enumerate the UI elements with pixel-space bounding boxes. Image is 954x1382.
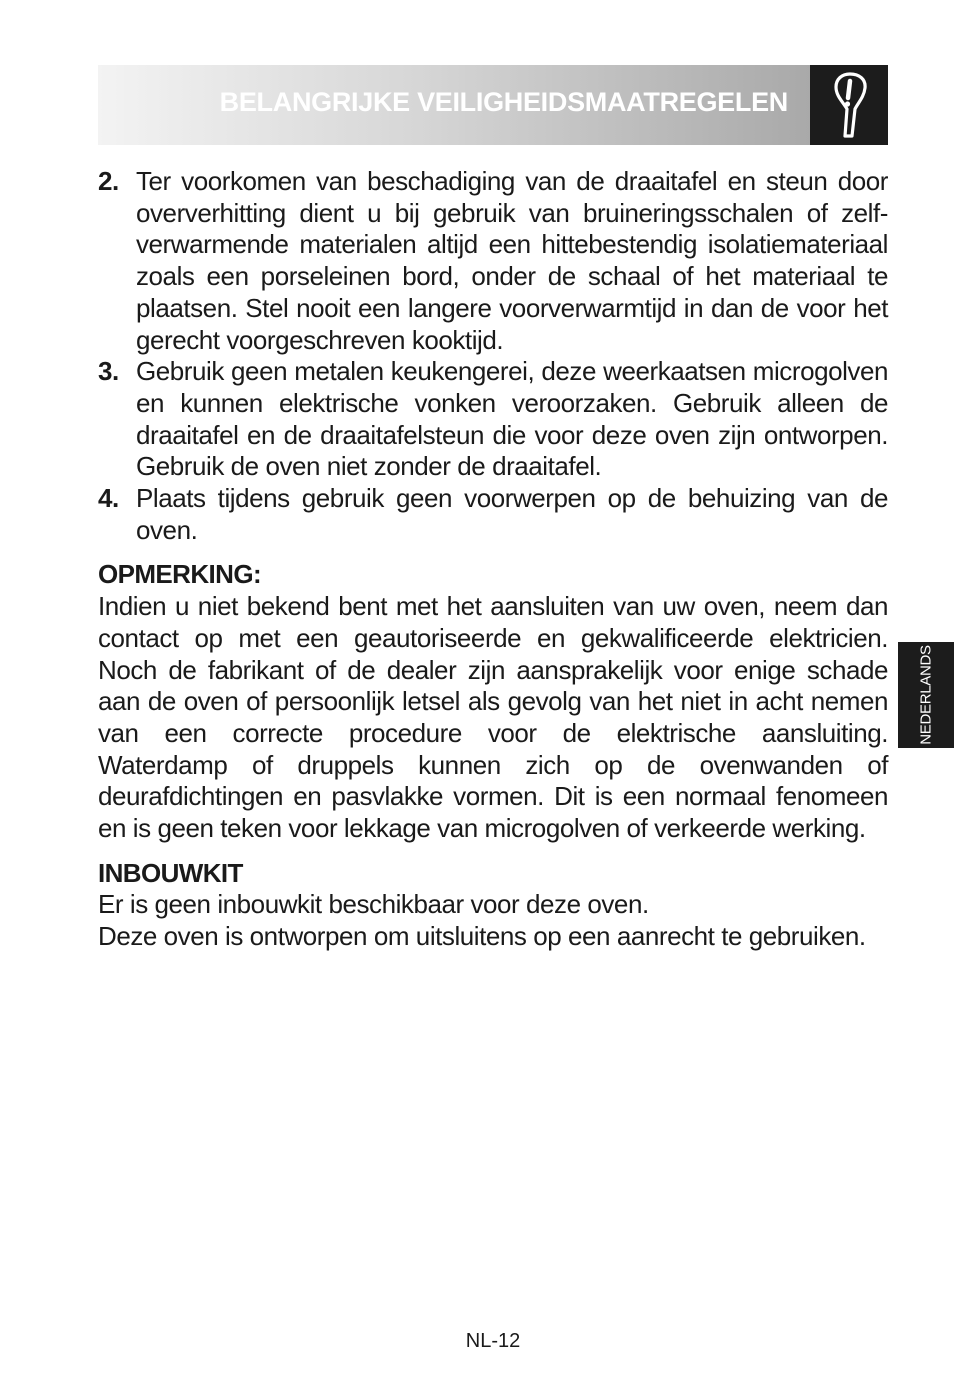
list-item-text: Ter voorkomen van beschadiging van de draaitafel en steun door oververhitting dient u bij gebruik van bruineringsschalen of zelf-verwarmende materialen altijd een hittebestendig isolatiemateriaal zoals een porseleinen bord, onder de schaal of het materiaal te plaatsen. Stel nooit een langere voorverwarmtijd in dan de voor het gerecht voorgeschreven kooktijd. bbox=[136, 166, 888, 355]
inbouwkit-heading: INBOUWKIT bbox=[98, 857, 243, 888]
inbouwkit-line-1: Er is geen inbouwkit beschikbaar voor deze oven. bbox=[98, 889, 649, 920]
list-item-number: 4. bbox=[98, 483, 119, 514]
list-item-text: Plaats tijdens gebruik geen voorwerpen op de behuizing van de oven. bbox=[136, 483, 888, 545]
list-item bbox=[98, 166, 888, 356]
language-tab-label: NEDERLANDS bbox=[917, 645, 935, 745]
list-item bbox=[98, 356, 888, 483]
opmerking-text: Indien u niet bekend bent met het aansluiten van uw oven, neem dan contact op met een geautoriseerde en gekwalificeerde elektricien. Noch de fabrikant of de dealer zijn aansprakelijk voor enige schade aan de oven of persoonlijk letsel als gevolg van het niet in acht nemen van een correcte procedure voor de elektrische aansluiting. Waterdamp of druppels kunnen zich op de ovenwanden of deurafdichtingen en pasvlakke vormen. Dit is een normaal fenomeen en is geen teken voor lekkage van microgolven of verkeerde werking. bbox=[98, 591, 888, 844]
section-title: BELANGRIJKE VEILIGHEIDSMAATREGELEN bbox=[219, 87, 788, 117]
opmerking-heading: OPMERKING: bbox=[98, 559, 262, 590]
list-item-number: 3. bbox=[98, 356, 119, 387]
page-number: NL-12 bbox=[465, 1330, 521, 1352]
inbouwkit-line-2: Deze oven is ontworpen om uitsluitens op een aanrecht te gebruiken. bbox=[98, 921, 866, 952]
language-tab bbox=[898, 642, 954, 748]
caution-exclamation-icon bbox=[828, 71, 872, 139]
list-item-text: Gebruik geen metalen keukengerei, deze weerkaatsen microgolven en kunnen elektrische vonken veroorzaken. Gebruik alleen de draaitafel en de draaitafelsteun die voor deze oven zijn ontworpen. Gebruik de oven niet zonder de draaitafel. bbox=[136, 356, 888, 482]
header-icon-box bbox=[810, 65, 888, 145]
section-header bbox=[98, 65, 810, 145]
main-content bbox=[98, 166, 888, 953]
list-item-number: 2. bbox=[98, 166, 119, 196]
list-item bbox=[98, 483, 888, 546]
